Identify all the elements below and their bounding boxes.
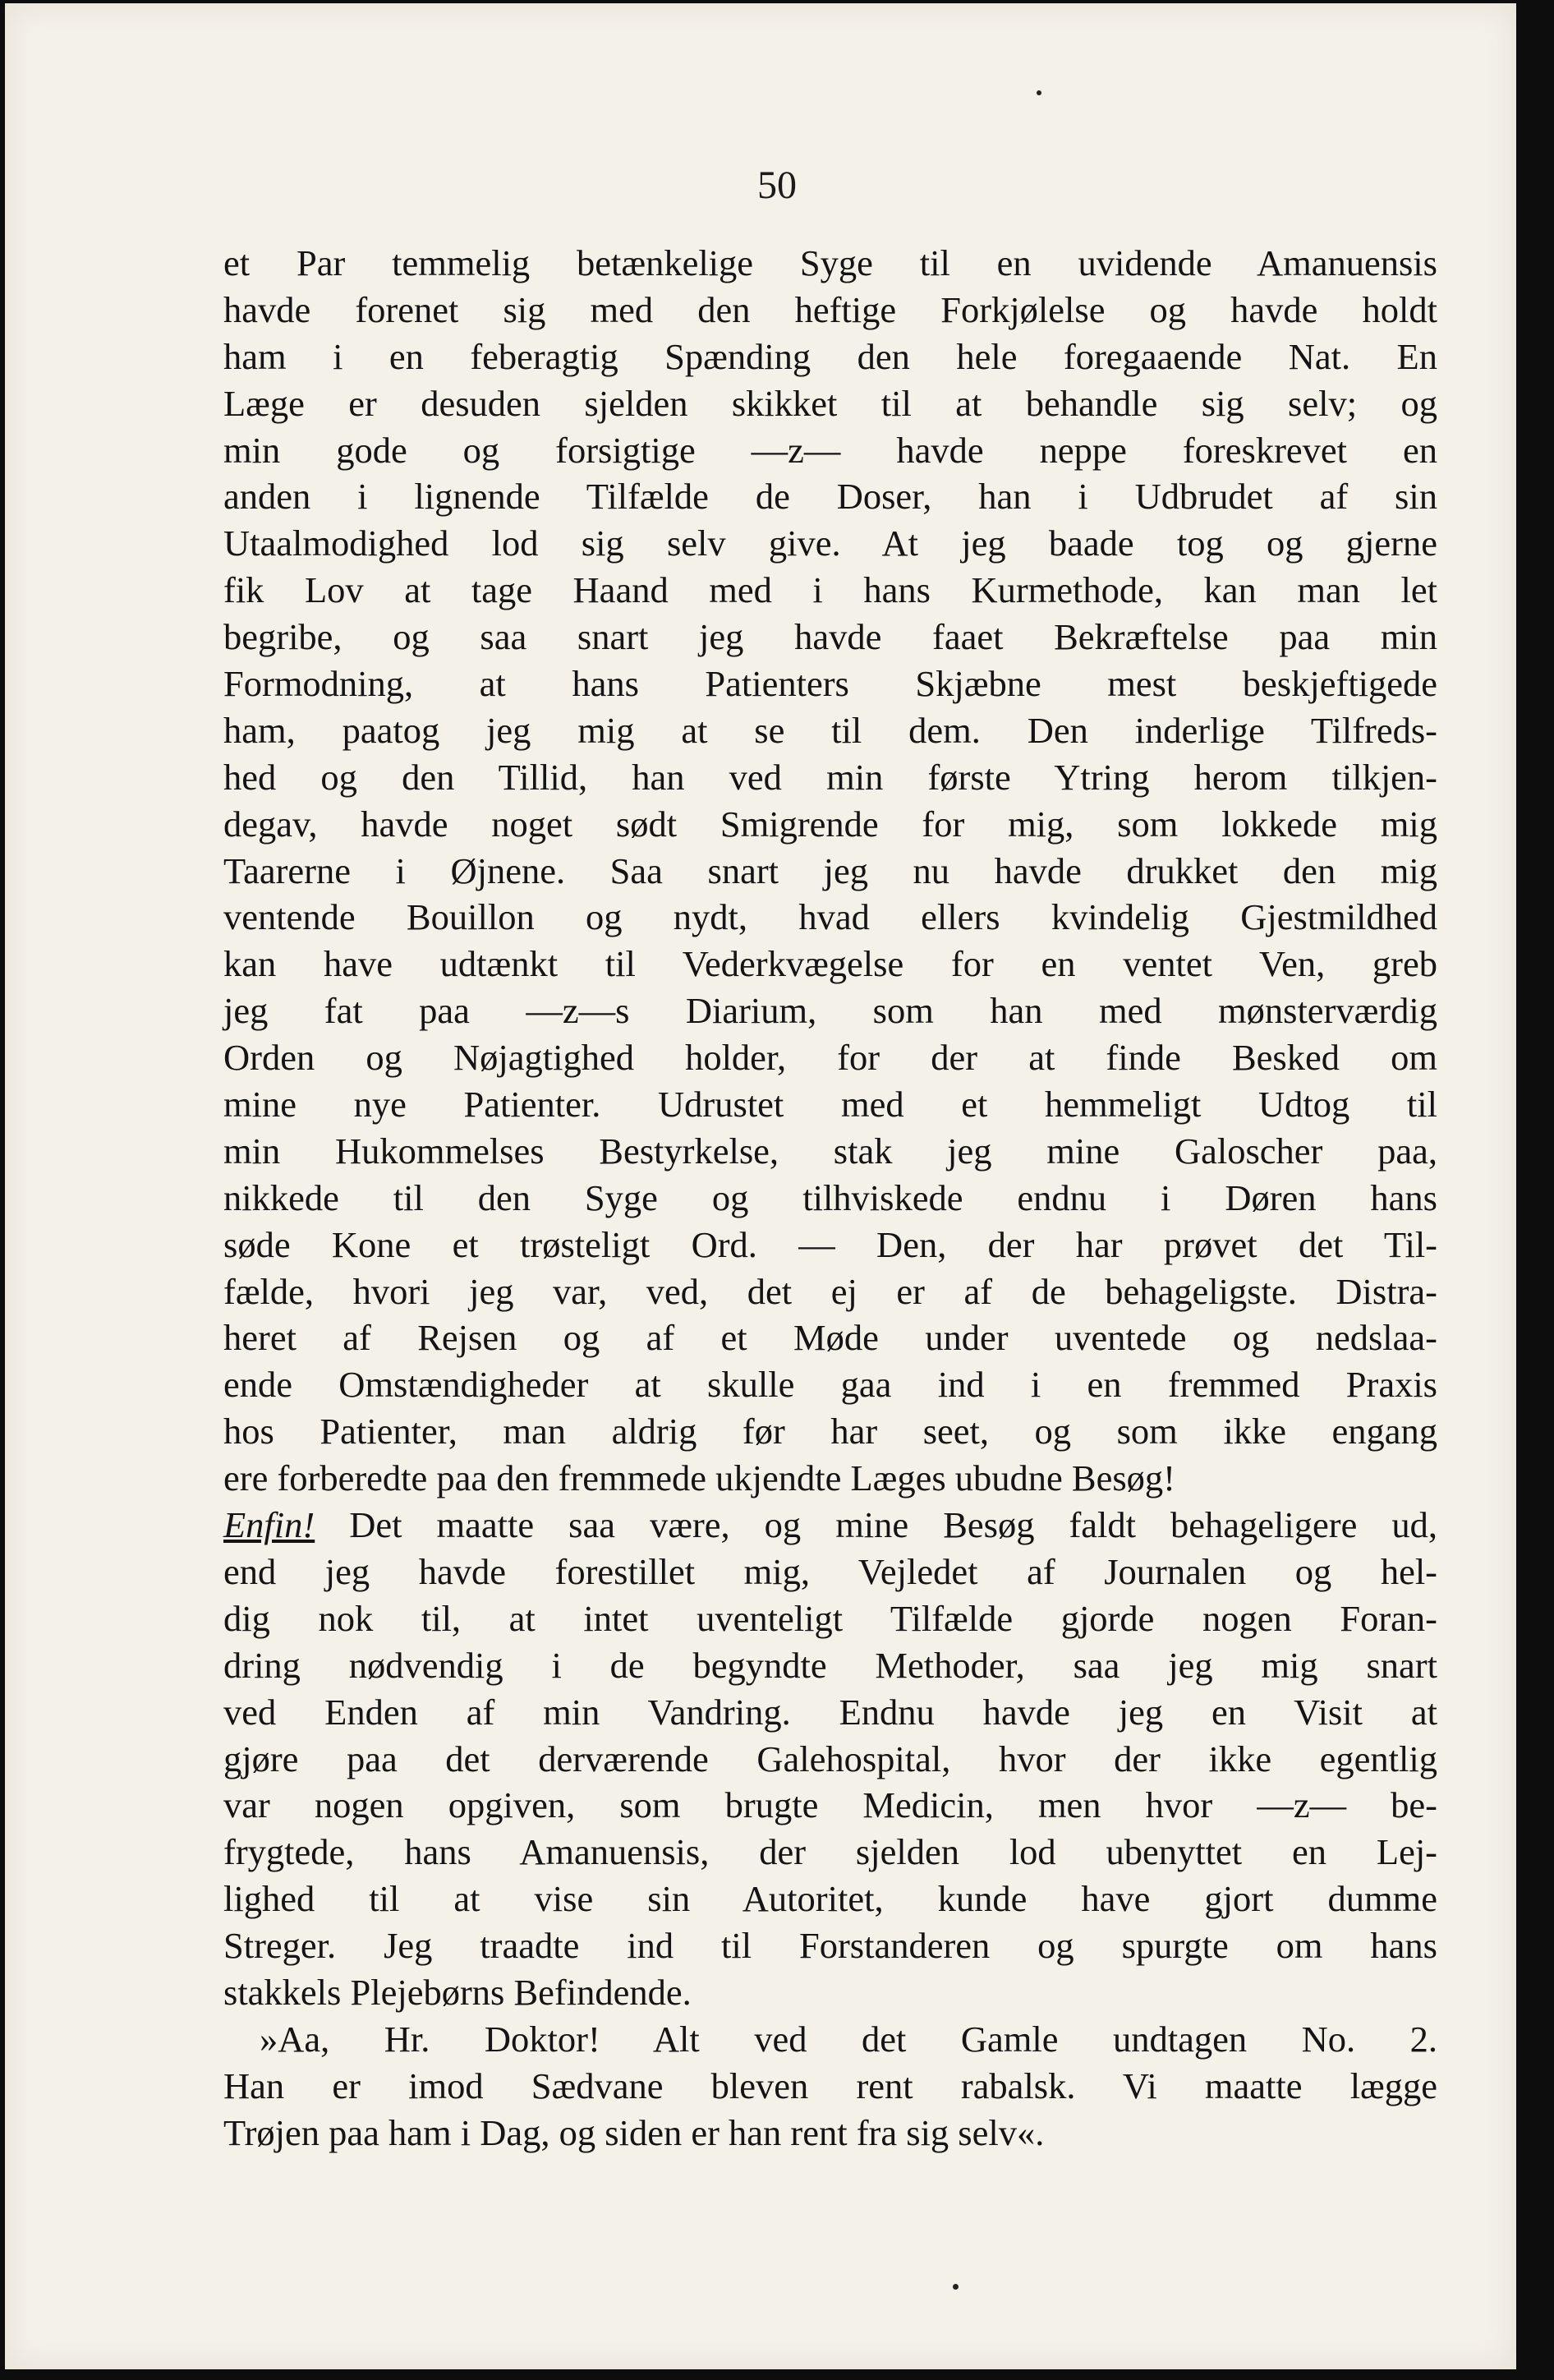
text-line: end jeg havde forestillet mig, Vejledet af Journalen og hel- bbox=[223, 1550, 1437, 1592]
text-line: havde forenet sig med den heftige Forkjølelse og havde holdt bbox=[223, 288, 1437, 330]
text-line: Læge er desuden sjelden skikket til at behandle sig selv; og bbox=[223, 382, 1437, 424]
text-line: min Hukommelses Bestyrkelse, stak jeg mine Galoscher paa, bbox=[223, 1130, 1437, 1172]
emphasis-word: Enfin! bbox=[223, 1504, 315, 1546]
text-line: lighed til at vise sin Autoritet, kunde have gjort dumme bbox=[223, 1878, 1437, 1920]
paragraph bbox=[223, 1502, 1437, 2016]
text-line: frygtede, hans Amanuensis, der sjelden lod ubenyttet en Lej- bbox=[223, 1831, 1437, 1873]
ink-speck bbox=[1037, 90, 1041, 95]
text-line: gjøre paa det derværende Galehospital, hvor der ikke egentlig bbox=[223, 1738, 1437, 1779]
text-line: ham i en feberagtig Spænding den hele foregaaende Nat. En bbox=[223, 335, 1437, 377]
text-line: var nogen opgiven, som brugte Medicin, men hvor —z— be- bbox=[223, 1784, 1437, 1826]
text-line: søde Kone et trøsteligt Ord. — Den, der har prøvet det Til- bbox=[223, 1223, 1437, 1265]
text-line: ved Enden af min Vandring. Endnu havde jeg en Visit at bbox=[223, 1691, 1437, 1733]
text-line: dring nødvendig i de begyndte Methoder, saa jeg mig snart bbox=[223, 1644, 1437, 1686]
text-line: Utaalmodighed lod sig selv give. At jeg baade tog og gjerne bbox=[223, 522, 1437, 564]
text-line: hos Patienter, man aldrig før har seet, og som ikke engang bbox=[223, 1411, 1437, 1452]
ink-speck bbox=[953, 2284, 959, 2290]
text-line: degav, havde noget sødt Smigrende for mig, som lokkede mig bbox=[223, 803, 1437, 845]
text-line bbox=[223, 1502, 1437, 1549]
text-line: begribe, og saa snart jeg havde faaet Bekræftelse paa min bbox=[223, 616, 1437, 658]
text-line: Trøjen paa ham i Dag, og siden er han rent fra sig selv«. bbox=[223, 2111, 1045, 2153]
body-text bbox=[223, 240, 1437, 2157]
text-line: stakkels Plejebørns Befindende. bbox=[223, 1971, 692, 2013]
text-line: Streger. Jeg traadte ind til Forstanderen og spurgte om hans bbox=[223, 1925, 1437, 1967]
text-line: jeg fat paa —z—s Diarium, som han med mønsterværdig bbox=[223, 990, 1437, 1032]
text-line: dig nok til, at intet uventeligt Tilfælde gjorde nogen Foran- bbox=[223, 1597, 1437, 1639]
text-line: fik Lov at tage Haand med i hans Kurmethode, kan man let bbox=[223, 569, 1437, 611]
text-line: et Par temmelig betænkelige Syge til en uvidende Amanuensis bbox=[223, 242, 1437, 283]
text-line: heret af Rejsen og af et Møde under uventede og nedslaa- bbox=[223, 1317, 1437, 1359]
text-line: fælde, hvori jeg var, ved, det ej er af de behageligste. Distra- bbox=[223, 1270, 1437, 1312]
text-line: »Aa, Hr. Doktor! Alt ved det Gamle undtagen No. 2. bbox=[260, 2018, 1437, 2060]
text-line: kan have udtænkt til Vederkvægelse for en ventet Ven, greb bbox=[223, 943, 1437, 985]
text-line: min gode og forsigtige —z— havde neppe foreskrevet en bbox=[223, 429, 1437, 471]
text-line: Han er imod Sædvane bleven rent rabalsk. Vi maatte lægge bbox=[223, 2065, 1437, 2106]
text-line: ende Omstændigheder at skulle gaa ind i en fremmed Praxis bbox=[223, 1364, 1437, 1406]
text-line-rest: Det maatte saa være, og mine Besøg faldt behageligere ud, bbox=[349, 1504, 1437, 1546]
text-line: Taarerne i Øjnene. Saa snart jeg nu havde drukket den mig bbox=[223, 849, 1437, 891]
text-line: anden i lignende Tilfælde de Doser, han i Udbrudet af sin bbox=[223, 476, 1437, 518]
text-line: ere forberedte paa den fremmede ukjendte Læges ubudne Besøg! bbox=[223, 1457, 1175, 1499]
text-line: ham, paatog jeg mig at se til dem. Den inderlige Tilfreds- bbox=[223, 709, 1437, 751]
paragraph bbox=[223, 2016, 1437, 2157]
text-line: nikkede til den Syge og tilhviskede endnu i Døren hans bbox=[223, 1176, 1437, 1218]
text-line: Formodning, at hans Patienters Skjæbne mest beskjeftigede bbox=[223, 663, 1437, 705]
text-line: mine nye Patienter. Udrustet med et hemmeligt Udtog til bbox=[223, 1084, 1437, 1126]
paragraph bbox=[223, 240, 1437, 1502]
text-line: Orden og Nøjagtighed holder, for der at finde Besked om bbox=[223, 1037, 1437, 1079]
text-line: ventende Bouillon og nydt, hvad ellers kvindelig Gjestmildhed bbox=[223, 896, 1437, 938]
text-line: hed og den Tillid, han ved min første Ytring herom tilkjen- bbox=[223, 756, 1437, 798]
page-number: 50 bbox=[757, 163, 797, 207]
